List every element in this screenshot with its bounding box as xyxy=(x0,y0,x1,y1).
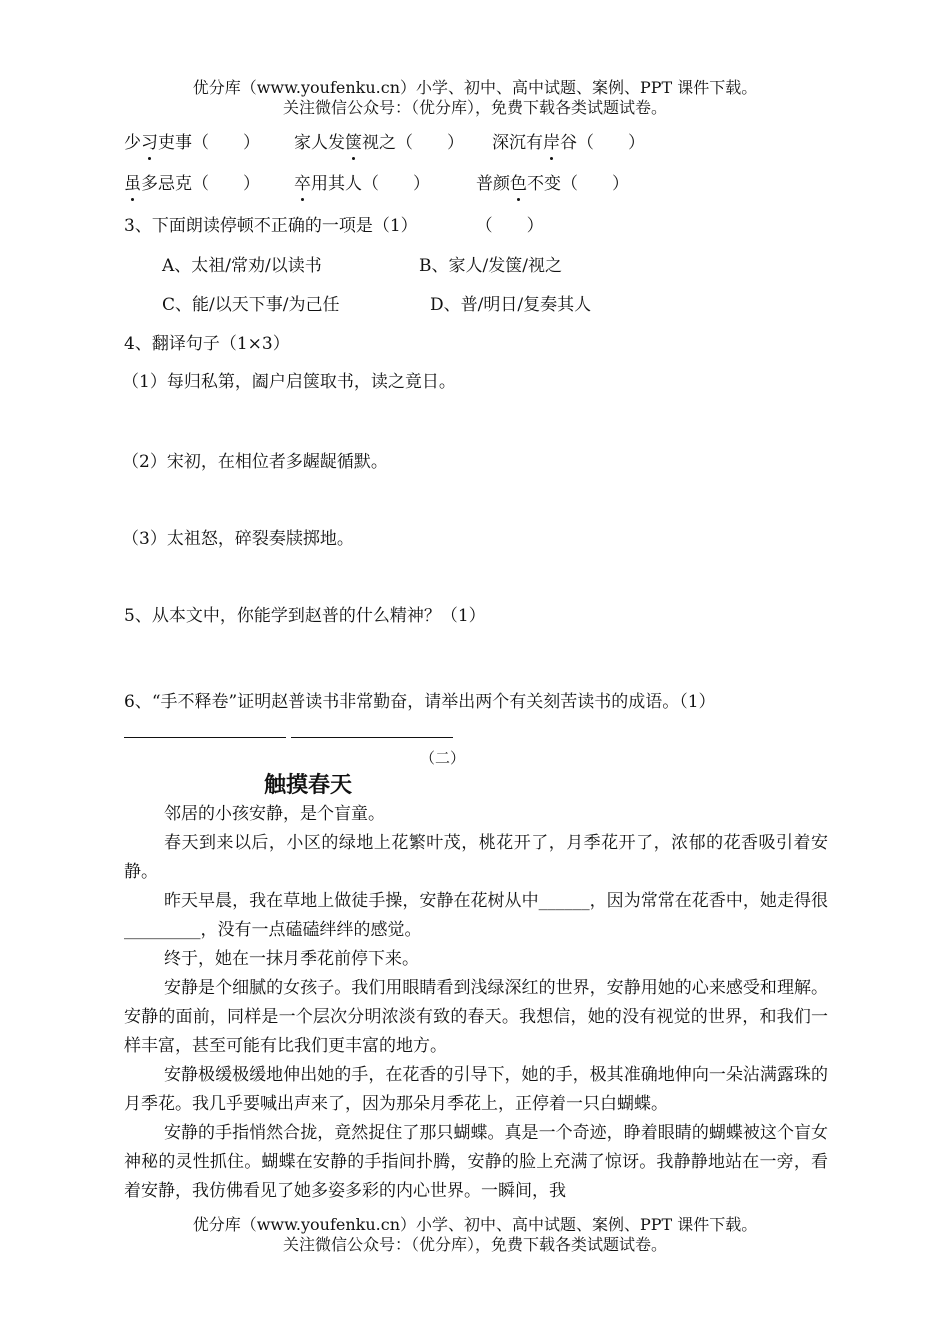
passage-paragraph-2: 春天到来以后，小区的绿地上花繁叶茂，桃花开了，月季花开了，浓郁的花香吸引着安静。 xyxy=(124,833,828,882)
translate-item-3: （3）太祖怒，碎裂奏牍掷地。 xyxy=(122,529,354,549)
page-footer-line-2: 关注微信公众号：（优分库），免费下载各类试题试卷。 xyxy=(282,1235,667,1254)
word-item: 卒用其人（ ） xyxy=(294,174,430,194)
page-footer-line-1: 优分库（www.youfenku.cn）小学、初中、高中试题、案例、PPT 课件下载。 xyxy=(192,1215,758,1234)
word-item: 普颜色不变（ ） xyxy=(476,174,629,194)
question-5: 5、从本文中，你能学到赵普的什么精神？（1） xyxy=(124,606,486,626)
word-row-1 xyxy=(124,131,645,155)
answer-line-2 xyxy=(291,737,453,738)
section-label: （二） xyxy=(420,749,466,767)
page-header-line-2: 关注微信公众号：（优分库），免费下载各类试题试卷。 xyxy=(282,98,667,117)
page-header-line-1: 优分库（www.youfenku.cn）小学、初中、高中试题、案例、PPT 课件下载。 xyxy=(192,78,758,97)
question-6: 6、“手不释卷”证明赵普读书非常勤奋，请举出两个有关刻苦读书的成语。（1） xyxy=(124,692,716,712)
passage-paragraph-1: 邻居的小孩安静，是个盲童。 xyxy=(164,804,385,824)
passage-paragraph-4: 终于，她在一抹月季花前停下来。 xyxy=(164,949,419,969)
word-row-2 xyxy=(124,172,629,196)
word-item: 虽多忌克（ ） xyxy=(124,174,260,194)
word-item: 家人发箧视之（ ） xyxy=(294,133,464,153)
word-item: 少习吏事（ ） xyxy=(124,133,260,153)
question-3-stem: 3、下面朗读停顿不正确的一项是（1） （ ） xyxy=(124,216,544,236)
translate-item-2: （2）宋初，在相位者多龌龊循默。 xyxy=(122,452,388,472)
option-b: B、家人/发箧/视之 xyxy=(419,256,562,276)
passage-title: 触摸春天 xyxy=(264,773,353,798)
answer-blank: （ ） xyxy=(475,216,544,236)
passage-paragraph-7: 安静的手指悄然合拢，竟然捉住了那只蝴蝶。真是一个奇迹，睁着眼睛的蝴蝶被这个盲女神秘的灵性抓住。蝴蝶在安静的手指间扑腾，安静的脸上充满了惊讶。我静静地站在一旁，看着安静，我仿佛看见了她多姿多彩的内心世界。一瞬间，我 xyxy=(124,1123,828,1201)
option-a: A、太祖/常劝/以读书 xyxy=(162,256,322,276)
passage-paragraph-3: 昨天早晨，我在草地上做徒手操，安静在花树从中______，因为常常在花香中，她走得很_________，没有一点磕磕绊绊的感觉。 xyxy=(124,891,828,940)
word-item: 深沉有岸谷（ ） xyxy=(492,133,645,153)
question-4-stem: 4、翻译句子（1×3） xyxy=(124,334,290,354)
translate-item-1: （1）每归私第，阖户启箧取书，读之竟日。 xyxy=(122,372,456,392)
option-d: D、普/明日/复奏其人 xyxy=(430,295,592,315)
passage-paragraph-6: 安静极缓极缓地伸出她的手，在花香的引导下，她的手，极其准确地伸向一朵沾满露珠的月季花。我几乎要喊出声来了，因为那朵月季花上，正停着一只白蝴蝶。 xyxy=(124,1065,828,1114)
option-c: C、能/以天下事/为己任 xyxy=(162,295,340,315)
answer-line-1 xyxy=(124,737,286,738)
passage-paragraph-5: 安静是个细腻的女孩子。我们用眼睛看到浅绿深红的世界，安静用她的心来感受和理解。安静的面前，同样是一个层次分明浓淡有致的春天。我想信，她的没有视觉的世界，和我们一样丰富，甚至可能有比我们更丰富的地方。 xyxy=(124,978,828,1056)
